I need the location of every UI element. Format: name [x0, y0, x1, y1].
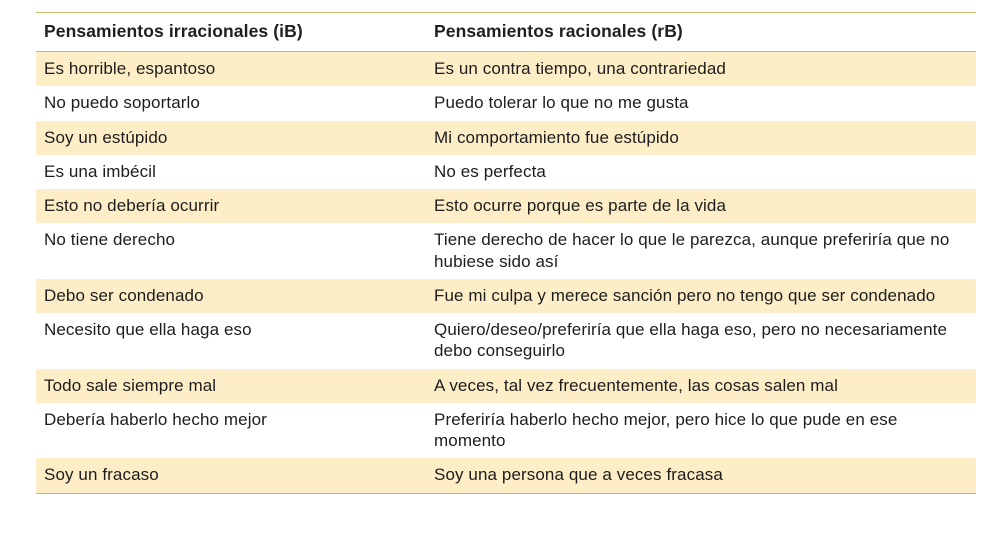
cell-irrational: Es una imbécil — [36, 155, 426, 189]
cell-rational: Esto ocurre porque es parte de la vida — [426, 189, 976, 223]
table-row — [36, 279, 976, 313]
table-header — [36, 13, 976, 52]
cell-irrational: Debo ser condenado — [36, 279, 426, 313]
cell-rational: Puedo tolerar lo que no me gusta — [426, 86, 976, 120]
table-row — [36, 155, 976, 189]
table-row — [36, 458, 976, 493]
cell-rational: Preferiría haberlo hecho mejor, pero hice lo que pude en ese momento — [426, 403, 976, 459]
cell-rational: Soy una persona que a veces fracasa — [426, 458, 976, 493]
table-row — [36, 369, 976, 403]
table-body — [36, 52, 976, 494]
cell-rational: Fue mi culpa y merece sanción pero no tengo que ser condenado — [426, 279, 976, 313]
cell-irrational: Esto no debería ocurrir — [36, 189, 426, 223]
cell-irrational: No tiene derecho — [36, 223, 426, 279]
cell-irrational: Es horrible, espantoso — [36, 52, 426, 87]
column-header-rational: Pensamientos racionales (rB) — [426, 13, 976, 52]
table-header-row — [36, 13, 976, 52]
cell-irrational: Necesito que ella haga eso — [36, 313, 426, 369]
cell-rational: No es perfecta — [426, 155, 976, 189]
column-header-irrational: Pensamientos irracionales (iB) — [36, 13, 426, 52]
table-row — [36, 121, 976, 155]
cell-rational: Tiene derecho de hacer lo que le parezca, aunque preferiría que no hubiese sido así — [426, 223, 976, 279]
thoughts-comparison-table — [36, 12, 976, 494]
cell-irrational: Soy un fracaso — [36, 458, 426, 493]
table-row — [36, 189, 976, 223]
table-row — [36, 86, 976, 120]
table-row — [36, 313, 976, 369]
cell-irrational: Todo sale siempre mal — [36, 369, 426, 403]
cell-rational: A veces, tal vez frecuentemente, las cosas salen mal — [426, 369, 976, 403]
cell-irrational: No puedo soportarlo — [36, 86, 426, 120]
table-row — [36, 223, 976, 279]
table-row — [36, 52, 976, 87]
cell-irrational: Soy un estúpido — [36, 121, 426, 155]
cell-irrational: Debería haberlo hecho mejor — [36, 403, 426, 459]
cell-rational: Mi comportamiento fue estúpido — [426, 121, 976, 155]
cell-rational: Es un contra tiempo, una contrariedad — [426, 52, 976, 87]
table-row — [36, 403, 976, 459]
cell-rational: Quiero/deseo/preferiría que ella haga eso, pero no necesariamente debo conseguirlo — [426, 313, 976, 369]
